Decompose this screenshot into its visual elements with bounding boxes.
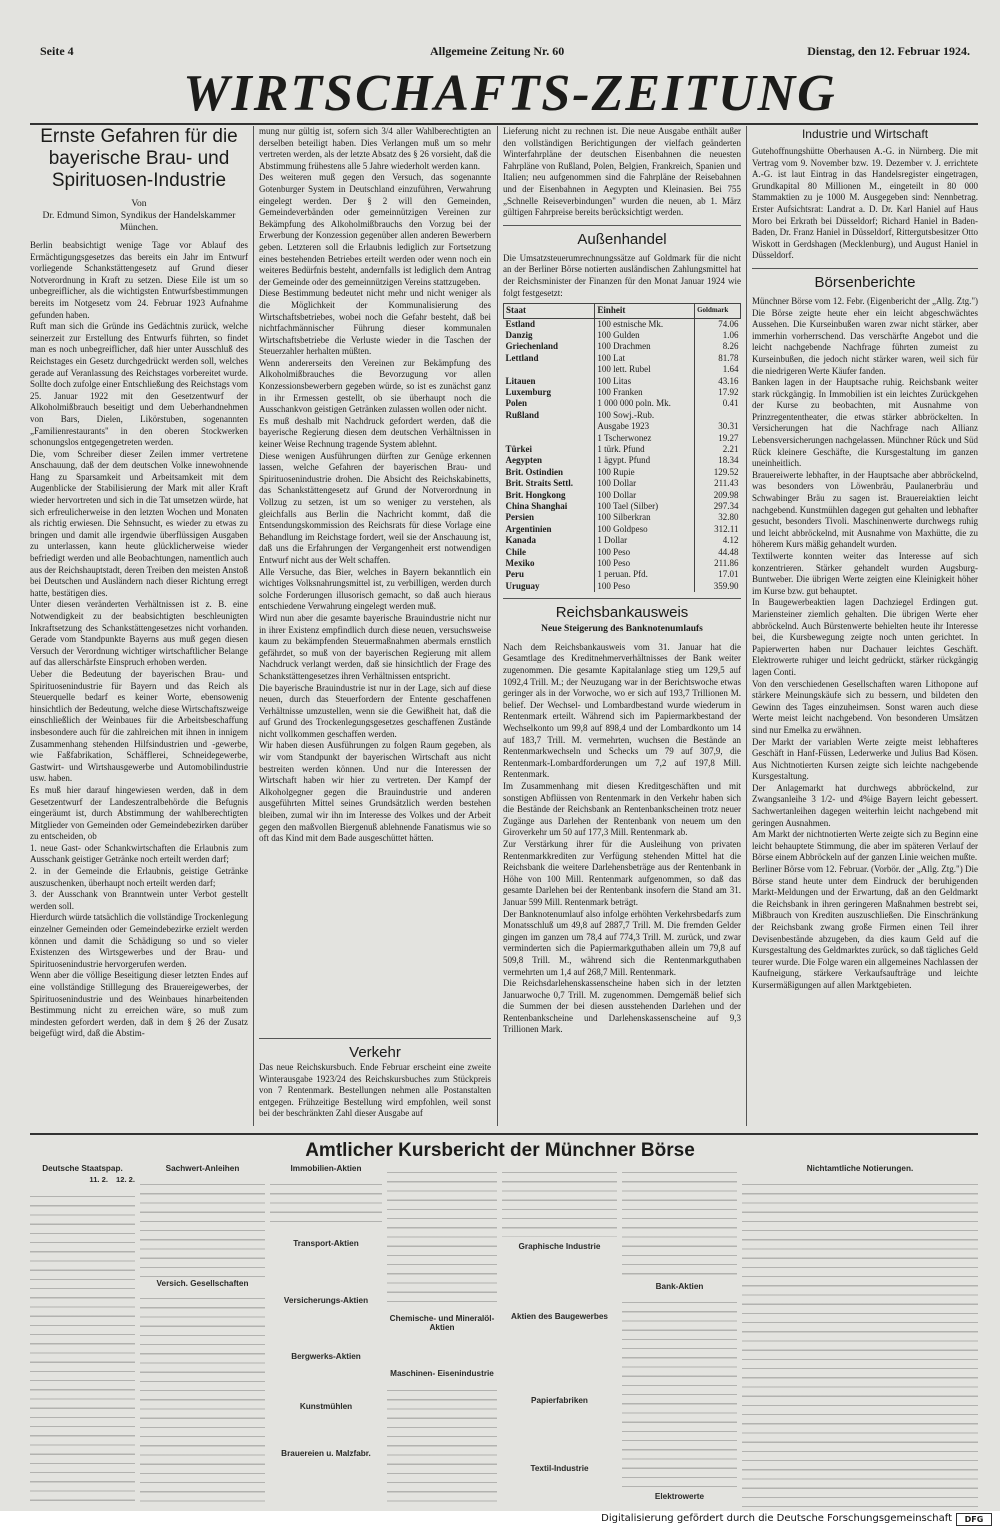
- rates-row: [504, 558, 741, 569]
- rates-cell-goldmark: 211.43: [695, 478, 741, 489]
- kurs-col5-head2: Aktien des Baugewerbes: [511, 1312, 608, 1321]
- boersen-body: Münchner Börse vom 12. Febr. (Eigenbericht der „Allg. Ztg.") Die Börse zeigte heute eher ein leicht abgeschwächtes Aussehen. Die Kurseinbußen waren zwar nicht stärker, aber immerhin vorherrschend. Das verschärfte Angebot und die leicht nachgebende Nachfrage führten zumeist zu Kurseinbußen, die jedoch nicht stärker waren, weil sich für die niedrigeren Werte Käufer fanden. Banken lagen in der Hauptsache ruhig. Reichsbank weiter stark rückgängig. In Immobilien ist ein leichtes Zurückgehen der Kurse zu beobachten, mit Ausnahme von Prinzregententheater, die etwas stärker abbröckelten. In Versicherungen hat die Nachfrage nach Allianz Lebensversicherungen nachgelassen. Münchner Rück und Süd Rück kleinere Geschäfte, die Kursgestaltung im ganzen uneinheitlich. Brauereiwerte lebhafter, in der Hauptsache aber abbröckelnd, was besonders von Löwenbräu, Paulanerbräu und Schwabinger Bräu zu sagen ist. Brauereiaktien leicht nachgebend. Kunstmühlen dagegen gut gehalten und lebhafter gesucht, besonders Tivoli. Maschinenwerte durchwegs ruhig und leicht abbröckelnd, mit Ausnahme von Maxhütte, die zu höherem Kurs mäßig gehandelt wurden. Textilwerte konnten weiter das Interesse auf sich konzentrieren. Stärker gehandelt wurden Augsburg-Buntweber. Die übrigen Werte zeigten eine Kleinigkeit höher im Kurse bzw. gut behauptet. In Baugewerbeaktien lagen Dachziegel Erdingen gut. Mariensteiner ziemlich gehalten. Die übrigen Werte eher abbröckelnd. Auch Bürstenwerte behielten heute ihr Interesse bei, die Kursbewegung zeigte noch unten gerichtet. In Papierwerten haben nur Dachauer leichtes Geschäft. Elektrowerte ruhiger und leicht gedrückt, stärker rückgängig lagen Conti. Von den verschiedenen Gesellschaften waren Lithopone auf stärkere Meinungskäufe sich zu bessern, und bildeten den Gewinn des Tages einzuheimsen. Sonst waren auch diese Werte meist leicht nachgebend. Von besonderen Umsätzen sind nur Emelka zu erwähnen. Der Markt der variablen Werte zeigte meist lebhafteres Geschäft in Hanf-Füssen, Lederwerke und Julius Bad Kösen. Aus Nichtnotierten Kursen zeigte sich leichte nachgebende Kursgestaltung. Der Anlagemarkt hat durchwegs abbröckelnd, zur Zwangsanleihe 3 1/2- und 4%ige Bayern leicht gebessert. Sachwertanleihen dagegen weiterhin leicht nachgebend mit geringen Ausnahmen. Am Markt der nichtnotierten Werte zeigte sich zu Beginn eine leicht behauptete Stimmung, die aber im späteren Verlauf der Börse einem Abbröckeln auf der ganzen Linie weichen mußte. Berliner Börse vom 12. Februar. (Vorbör. der „Allg. Ztg.") Die Börse stand heute unter dem Eindruck der beruhigenden Markt-Meldungen und der Erwartung, daß an den Geldmarkt die Reichsbank in ihren geringeren Maßnahmen bestrebt sei, Mißbrauch von Krediten auszuschließen. Die Einschränkung der Reichsbank zwang große Firmen einen Teil ihrer Devisenbestände abzugeben, da dies kaum Geld auf die Kursgestaltung des Geldmarktes zurück, so daß tägliches Geld teurer wurde. Die Folge waren ein allgemeines Nachlassen der Kaufneigung, stärkere Verkaufsaufträge und leichte Kursermäßigungen auf allen Marktgebieten.: [752, 295, 978, 990]
- rates-cell-einheit: 100 Franken: [595, 387, 695, 398]
- rates-cell-goldmark: 74.06: [695, 318, 741, 330]
- rates-row: [504, 433, 741, 444]
- rates-cell-einheit: 100 Lat: [595, 353, 695, 364]
- rates-cell-einheit: 100 Tael (Silber): [595, 501, 695, 512]
- kurs-col5-head3: Papierfabriken: [531, 1396, 588, 1405]
- reichsbank-body: Nach dem Reichsbankausweis vom 31. Januar hat die Gesamtlage des Kreditnehmerverhältnisses der Bank weiter zugenommen. Die gesamte Kapitalanlage stieg um 129,5 auf 1092,4 Trill. M.; der Neuzugang war in der Berichtswoche etwas geringer als in der Vorwoche, wo er sich auf 193,7 Trillionen M. belief. Der Wechsel- und Lombardbestand wurde wiederum in Rentenmark erteilt. Während sich im Papiermarkbestand der Wechselkonto um 99,8 auf 898,4 und der Lombardkonto um 14 auf 183,7 Trill. M. vermehrten, wuchsen die Bestände an Rentenmarkwechseln und Schecks um 79 auf 307,9, die Rentenmark-Lombardforderungen um 7,2 auf 197,8 Mill. Rentenmark. Im Zusammenhang mit diesen Kreditgeschäften und mit sonstigen Abflüssen von Rentenmark in den Verkehr haben sich die Bestände der Reichsbank an Rentenbankscheinen trotz neuer Zugänge aus Darlehen der Rentenbank von neuem um den Giroverkehr um 50 auf 177,3 Mill. Rentenmark ab. Zur Verstärkung ihrer für die Ausleihung von privaten Rentenmarkkrediten zur Verfügung stehenden Mittel hat die Reichsbank die weitere Darlehensbeträge aus der Rentenbank in Höhe von 100 Mill. Rentenmark aufgenommen, so daß das gesamte Darlehen bei der Rentenbank insofern die Stand am 31. Januar 599 Mill. Rentenmark beträgt. Der Banknotenumlauf also infolge erhöhten Verkehrsbedarfs zum Monatsschluß um 49,8 auf 2887,7 Trill. M. Die fremden Gelder gingen im ganzen um 78,4 auf 774,3 Trill. M. zurück, und zwar verminderten sich die Papiermarkguthaben allein um 79,8 auf 509,8 Trill. M., während sich die Rentenmarkguthaben vermehrten um 1,4 auf 268,7 Mill. Rentenmark. Die Reichsdarlehenskassenscheine haben sich in der letzten Januarwoche 0,7 Trill. M. zugenommen. Demgemäß belief sich die Summen der bei diesen ausstehenden Darlehen und der Rentenbankscheine und Darlehenskassenscheine auf 9,3 Trillionen Mark.: [503, 641, 741, 1035]
- kurs-col-sachwert: [140, 1162, 265, 1507]
- kurs-col3-head5: Kunstmühlen: [299, 1402, 353, 1411]
- rates-cell-goldmark: 1.64: [695, 364, 741, 375]
- column-rule: [746, 126, 747, 1126]
- kurs-col3-head6: Brauereien u. Malzfabr.: [281, 1449, 371, 1458]
- rates-cell-goldmark: 17.92: [695, 387, 741, 398]
- rates-cell-goldmark: 211.86: [695, 558, 741, 569]
- footer-credit: Digitalisierung gefördert durch die Deutsche Forschungsgemeinschaft: [0, 1511, 1000, 1527]
- rates-header-staat: Staat: [504, 304, 595, 318]
- rates-header-einheit: Einheit: [595, 304, 695, 318]
- kurs-col2-head2: Versich. Gesellschaften: [156, 1279, 249, 1288]
- rates-row: [504, 455, 741, 466]
- column-rule: [253, 126, 254, 1126]
- article-main-byline: [30, 198, 248, 234]
- kurs-date-1: 11. 2.: [89, 1175, 108, 1185]
- kurs-col-bank: [622, 1162, 737, 1507]
- article-col2-body: mung nur gültig ist, sofern sich 3/4 aller Wahlberechtigten an derselben beteiligt haben. Dies Verlangen muß um so mehr vertreten werden, als der letzte Absatz des § 26 vorsieht, daß die Abstimmung frühestens alle 5 Jahre wiederholt werden kann. Des weiteren muß gegen den Versuch, das sogenannte Gotenburger System in Deutschland einzuführen, Verwahrung eingelegt werden. Der § 2 will den Gemeinden, Gemeindeverbänden oder gemeinnützigen Vereinen zur Bekämpfung des Alkoholmißbrauchs den Vorzug bei der Erwerbung der Konzession gegenüber allen anderen Bewerbern geben. Letzteren soll die Erlaubnis lediglich zur Fortsetzung eines bestehenden Betriebes erteilt werden oder wenn noch ein weiteres Bedürfnis besteht, andernfalls ist lediglich dem Antrag der Gemeinde oder des gemeinnützigen Vereins stattzugeben. Diese Bestimmung bedeutet nicht mehr und nicht weniger als die Möglichkeit der Kommunalisierung des Wirtschaftsbetriebes, wobei noch die Gefahr besteht, daß bei nichtfachmännischer Führung dieser kommunalen Wirtschaftsbetriebe die Verluste wieder in die Taschen der Steuerzahler herhalten müßten. Wenn andererseits den Vereinen zur Bekämpfung des Alkoholmißbrauches die Bevorzugung vor allen Konzessionsbewerbern gegeben würde, so ist es zunächst ganz in ihr Ermessen gestellt, ob sie überhaupt noch die Ausschankvon geistigen Getränken zulassen wollen oder nicht. Es muß deshalb mit Nachdruck gefordert werden, daß die bayerische Regierung diesen dem deutschen Verhältnissen in keiner Weise Rechnung tragende System ablehnt. Diese wenigen Ausführungen dürften zur Genüge erkennen lassen, welche Gefahren der bayerischen Brau- und Spirituosenindustrie drohen. Die Absicht des Reichskabinetts, das Schankstättengesetz auf Grund der Notverordnung in Vollzug zu setzen, ist um so weniger zu verstehen, als gleichfalls aus Berlin die Nachricht kommt, daß die Entsendungskommission des Reichsrats für diese Vorlage eine Behandlung im Reichstage fordert, weil sie der Anschauung ist, daß uns die Erfahrungen der Vergangenheit erst notwendigen Entwurf nicht aus der Welt schaffen. Alle Versuche, das Bier, welches in Bayern bekanntlich ein wichtiges Volksnahrungsmittel ist, zu verbilligen, werden durch solche Forderungen illusorisch gemacht, so daß auch hieraus entschiedene Verwahrung eingelegt werden muß. Wird nun aber die gesamte bayerische Brauindustrie nicht nur in ihrer Existenz empfindlich durch diese neuen, versuchsweise kaum zu bekämpfenden Steuermaßnahmen abermals ernstlich gefährdet, so muß von der bayerischen Regierung mit allem Nachdruck verlangt werden, daß sie hinsichtlich der Frage des Schankstättengesetzes ihren Verhältnissen entspricht. Die bayerische Brauindustrie ist nur in der Lage, sich auf diese neuen, durch das Steuerfordern der Entente geschaffenen Verhältnisse umzustellen, wenn sie die Gewißheit hat, daß die auf Grund des Trockenlegungsgesetzes geschaffenen Zustände nicht vollkommen geschaffen werden. Wir haben diesen Ausführungen zu folgen Raum gegeben, als wir vom Standpunkt der bayerischen Wirtschaft aus nicht bestreiten werden können. Und nur die Interessen der Wirtschaft haben wir hier zu vertreten. Der Kampf der Alkoholgegner gegen die Brauindustrie und anderen ausgeführten Mittel seines Grundsätzlich werden bestehen bleiben, zumal wir ihn im Interesse des Volkes und der Arbeit gegen den maßvollen Biergenuß ablehnende Fanatismus wie so oft das Kind mit dem Bade ausgeschüttet hätten.: [259, 126, 491, 844]
- rates-row: [504, 569, 741, 580]
- rates-cell-goldmark: 312.11: [695, 524, 741, 535]
- rates-cell-staat: Litauen: [505, 375, 536, 386]
- rates-row: [504, 490, 741, 501]
- article-main: [30, 126, 248, 1126]
- kurs-col5-head1: Graphische Industrie: [518, 1242, 601, 1251]
- rates-cell-einheit: 1 000 000 poln. Mk.: [595, 398, 695, 409]
- rates-cell-einheit: 100 Goldpeso: [595, 524, 695, 535]
- kurs-col6-head2: Elektrowerte: [654, 1492, 705, 1501]
- rates-cell-einheit: 100 Drachmen: [595, 341, 695, 352]
- rates-cell-staat: Rußland: [505, 409, 540, 420]
- rates-row: [504, 410, 741, 421]
- rates-cell-staat: Türkei: [505, 444, 533, 454]
- rates-cell-staat: Argentinien: [505, 523, 552, 534]
- rates-row: [504, 330, 741, 341]
- rates-cell-staat: [504, 364, 595, 375]
- rates-cell-einheit: 100 Litas: [595, 376, 695, 387]
- rates-row: [504, 353, 741, 364]
- rates-cell-einheit: 100 Gulden: [595, 330, 695, 341]
- rates-cell-einheit: 100 estnische Mk.: [595, 318, 695, 330]
- rates-row: [504, 581, 741, 592]
- rates-cell-staat: Uruguay: [505, 580, 540, 591]
- rates-row: [504, 467, 741, 478]
- rates-cell-einheit: 100 Peso: [595, 558, 695, 569]
- rates-row: [504, 341, 741, 352]
- aussenhandel-intro: Die Umsatzsteuerumrechnungssätze auf Goldmark für die nicht an der Berliner Börse notierten ausländischen Zahlungsmittel hat der Reichsminister der Finanzen für den Monat Januar 1924 wie folgt festgesetzt:: [503, 252, 744, 298]
- rates-cell-einheit: 100 Sowj.-Rub.: [595, 410, 695, 421]
- rates-cell-einheit: 100 Dollar: [595, 478, 695, 489]
- col3-body-top: Lieferung nicht zu rechnen ist. Die neue Ausgabe enthält außer den vollständigen Berichtigungen der vielfach geänderten Winterfahrpläne der deutschen Eisenbahnen die neuesten Fahrpläne von Rußland, Polen, Belgien, Frankreich, Spanien und Italien; neu aufgenommen sind die Fahrpläne der Reisebahnen und der Eisenbahnen in Aegypten und Kleinasien. Bei 755 „Schnelle Reiseverbindungen" wurden die neuen, ab 1. März gültigen Fahrpreise bereits berücksichtigt werden.: [503, 126, 744, 218]
- rates-cell-einheit: 100 lett. Rubel: [595, 364, 695, 375]
- rates-cell-staat: Griechenland: [505, 341, 559, 352]
- rates-cell-goldmark: 2.21: [695, 444, 741, 455]
- masthead: WIRTSCHAFTS-ZEITUNG: [183, 65, 837, 122]
- rates-cell-goldmark: 0.41: [695, 398, 741, 409]
- dfg-logo: DFG: [956, 1513, 992, 1526]
- kursbericht-rule: [30, 1133, 978, 1135]
- rates-row: [504, 501, 741, 512]
- byline-author: Dr. Edmund Simon, Syndikus der Handelskammer München.: [42, 211, 236, 233]
- rates-cell-einheit: 1 peruan. Pfd.: [595, 569, 695, 580]
- rates-row: [504, 478, 741, 489]
- aussenhandel-title: Außenhandel: [577, 230, 667, 248]
- masthead-rule: [30, 123, 978, 125]
- rates-cell-staat: China Shanghai: [505, 501, 568, 512]
- kursbericht-title: Amtlicher Kursbericht der Münchner Börse: [305, 1140, 695, 1161]
- rates-cell-goldmark: [695, 410, 741, 421]
- rates-cell-einheit: 1 Dollar: [595, 535, 695, 546]
- page-number: Seite 4: [40, 44, 74, 58]
- rates-cell-staat: Aegypten: [505, 455, 542, 466]
- byline-von: Von: [131, 199, 147, 209]
- rates-cell-staat: Kanada: [505, 535, 537, 546]
- kurs-col3-head2: Transport-Aktien: [293, 1239, 359, 1248]
- rates-header-goldmark: Goldmark: [695, 304, 741, 318]
- rates-cell-goldmark: 17.01: [695, 569, 741, 580]
- rates-cell-goldmark: 19.27: [695, 433, 741, 444]
- kurs-col4-head1: Chemische- und Mineralöl-Aktien: [389, 1314, 495, 1333]
- rates-cell-einheit: 1 türk. Pfund: [595, 444, 695, 455]
- rates-cell-einheit: 100 Peso: [595, 547, 695, 558]
- kurs-col4-head2: Maschinen- Eisenindustrie: [390, 1369, 494, 1378]
- kurs-col-graphische: [502, 1162, 617, 1507]
- rates-cell-goldmark: 43.16: [695, 376, 741, 387]
- article-col4: [752, 126, 981, 1126]
- rates-row: [504, 364, 741, 375]
- kurs-col-staatspapiere: [30, 1162, 135, 1507]
- rates-cell-goldmark: 4.12: [695, 535, 741, 546]
- rates-cell-einheit: Ausgabe 1923: [595, 421, 695, 432]
- rates-cell-goldmark: 129.52: [695, 467, 741, 478]
- rates-cell-staat: [504, 421, 595, 432]
- rates-row: [504, 547, 741, 558]
- rates-cell-einheit: 1 ägypt. Pfund: [595, 455, 695, 466]
- rates-cell-goldmark: 359.90: [695, 581, 741, 592]
- rates-cell-goldmark: 8.26: [695, 341, 741, 352]
- rates-cell-staat: Mexiko: [505, 558, 535, 569]
- page-header: [40, 44, 970, 62]
- rates-cell-goldmark: 81.78: [695, 353, 741, 364]
- rates-cell-goldmark: 209.98: [695, 490, 741, 501]
- rates-cell-staat: Luxemburg: [505, 386, 552, 397]
- rates-row: [504, 535, 741, 546]
- rates-cell-goldmark: 18.34: [695, 455, 741, 466]
- rates-row: [504, 444, 741, 455]
- rates-cell-staat: Lettland: [505, 352, 539, 363]
- article-col3: [503, 126, 744, 1126]
- kurs-col3-head4: Bergwerks-Aktien: [291, 1352, 361, 1361]
- rates-cell-staat: Brit. Ostindien: [505, 466, 564, 477]
- rates-row: [504, 318, 741, 330]
- rates-cell-einheit: 1 Tscherwonez: [595, 433, 695, 444]
- kurs-col7-head: Nichtamtliche Notierungen.: [806, 1164, 914, 1173]
- rates-row: [504, 376, 741, 387]
- paper-title: Allgemeine Zeitung Nr. 60: [430, 44, 565, 58]
- reichsbank-title: Reichsbankausweis: [555, 604, 689, 622]
- issue-date: Dienstag, den 12. Februar 1924.: [807, 44, 970, 58]
- rates-cell-goldmark: 32.80: [695, 512, 741, 523]
- rates-cell-goldmark: 297.34: [695, 501, 741, 512]
- kurs-col3-head3: Versicherungs-Aktien: [283, 1296, 369, 1305]
- verkehr-title: Verkehr: [349, 1044, 401, 1061]
- rates-cell-staat: Peru: [505, 569, 524, 580]
- kurs-col6-head1: Bank-Aktien: [655, 1282, 704, 1291]
- article-main-title: Ernste Gefahren für die bayerische Brau- und Spirituosen-Industrie: [40, 126, 238, 191]
- rates-cell-staat: [504, 433, 595, 444]
- reichsbank-subtitle: Neue Steigerung des Banknotenumlaufs: [541, 624, 703, 635]
- rates-cell-staat: Estland: [505, 318, 536, 329]
- rates-cell-goldmark: 30.31: [695, 421, 741, 432]
- rates-cell-einheit: 100 Dollar: [595, 490, 695, 501]
- rates-cell-goldmark: 44.48: [695, 547, 741, 558]
- rates-cell-staat: Danzig: [505, 329, 533, 340]
- kurs-col-nichtamtlich: [742, 1162, 978, 1507]
- rates-row: [504, 524, 741, 535]
- rates-cell-einheit: 100 Silberkran: [595, 512, 695, 523]
- rates-cell-staat: Brit. Hongkong: [505, 489, 566, 500]
- rates-cell-einheit: 100 Rupie: [595, 467, 695, 478]
- rates-cell-staat: Persien: [505, 512, 534, 523]
- rates-cell-goldmark: 1.06: [695, 330, 741, 341]
- rates-row: [504, 512, 741, 523]
- rates-cell-staat: Brit. Straits Settl.: [505, 478, 573, 489]
- verkehr-body: Das neue Reichskursbuch. Ende Februar erscheint eine zweite Winterausgabe 1923/24 des Reichskursbuches zum Stückpreis von 7 Rentenmark. Bestellungen nehmen alle Postanstalten entgegen. Frühzeitige Bestellung wird empfohlen, weil sonst bei der beschränkten Zahl dieser Ausgabe auf: [259, 1062, 494, 1119]
- kurs-col-immobilien: [270, 1162, 382, 1507]
- kurs-col-chemie: [387, 1162, 497, 1507]
- kurs-col2-head1: Sachwert-Anleihen: [165, 1164, 240, 1173]
- rates-cell-staat: Polen: [505, 398, 527, 409]
- rates-row: [504, 398, 741, 409]
- kurs-col1-head: Deutsche Staatspap.: [42, 1164, 123, 1173]
- rates-row: [504, 421, 741, 432]
- rates-cell-staat: Chile: [505, 546, 527, 557]
- column-rule: [497, 126, 498, 1126]
- kurs-col3-head1: Immobilien-Aktien: [290, 1164, 362, 1173]
- boersen-title: Börsenberichte: [814, 273, 916, 291]
- rates-table: [503, 303, 741, 592]
- industrie-title: Industrie und Wirtschaft: [801, 127, 929, 141]
- kurs-date-2: 12. 2.: [116, 1175, 135, 1185]
- article-col2: [259, 126, 494, 1126]
- rates-row: [504, 387, 741, 398]
- article-main-body: Berlin beabsichtigt wenige Tage vor Ablauf des Ermächtigungsgesetzes das bereits ein Jahr im Entwurf vorliegende Schankstättengesetz auf Grund dieser Notverordnung in Kraft zu setzen. Diese Eile ist um so unbegreiflicher, als die wichtigsten Entwurfsbestimmungen bereits im Notgesetz vom 24. Februar 1923 Aufnahme gefunden haben. Ruft man sich die Gründe ins Gedächtnis zurück, welche seinerzeit zur Erstellung des Entwurfs führten, so findet man es noch unbegreiflicher, daß hier unter Ausschluß des Reichstages ein Gesetz durchgedrückt werden soll, welches gerade auf Veranlassung des Reichstages vorbereitet wurde. Sollte doch zufolge einer Entschließung des Reichstags vom 25. Januar 1922 mit den Gesetzentwurf der Alkoholmißbrauch beseitigt und dem Ueberhandnehmen von Bars, Dielen, Likörstuben, sogenannten „Familienrestaurants" in den oberen Stockwerken schonungslos entgegengetreten werden. Die, vom Schreiber dieser Zeilen immer vertretene Anschauung, daß der dem deutschen Volke innewohnende Hang zu Sparsamkeit und Arbeitsamkeit mit dem Augenblicke der Stabilisierung der Mark mit aller Kraft wieder hervortreten und sich in die Tat umsetzen würde, hat sich erfreulicherweise in den letzten Wochen und Monaten als richtig erwiesen. Die Sehnsucht, es wieder zu etwas zu bringen und damit alle irgendwie überflüssigen Ausgaben zu unterlassen, kann heute glücklicherweise wieder befriedigt werden und alle Beobachtungen, namentlich auch aus der Reichshauptstadt, deren Treiben den meisten Anstoß bei Deutschen und Ausländern nach dieser Richtung erregt hatte, bestätigen dies. Unter diesen veränderten Verhältnissen ist z. B. eine Notwendigkeit zu der beabsichtigten beschleunigten Inkraftsetzung des Schankstättengesetzes nicht vorhanden. Gerade vom Standpunkte Bayerns aus muß gegen diesen Versuch der Verordnung wichtiger wirtschaftlicher Belange auf das allerschärfste Einspruch erhoben werden. Ueber die Bedeutung der bayerischen Brau- und Spirituosenindustrie für Bayern und das Reich als Steuerquelle bedarf es keiner Worte, ebensowenig hinsichtlich der Bedeutung, welche diese Wirtschaftszweige einschließlich der Weinbaues für die Arbeitsbeschaffung insbesondere auch für die zahlreichen mit ihnen in innigem Zusammenhang stehenden Hilfsindustrien und -gewerbe, wie Faßfabrikation, Schäfflerei, Schneidegewerbe, Gastwirt- und Wirtshausgewerbe und Automobilindustrie usw. haben. Es muß hier darauf hingewiesen werden, daß in dem Gesetzentwurf der Landeszentralbehörde die Befugnis eingeräumt ist, durch Abstimmung der wahlberechtigten Mitglieder von Gemeinden oder Gemeindebezirken darüber zu entscheiden, ob 1. neue Gast- oder Schankwirtschaften die Erlaubnis zum Ausschank geistiger Getränke noch erteilt werden darf; 2. in der Gemeinde die Erlaubnis, geistige Getränke auszuschenken, überhaupt noch erteilt werden darf; 3. der Ausschank von Branntwein unter Verbot gestellt werden soll. Hierdurch würde tatsächlich die vollständige Trockenlegung einzelner Gemeinden oder Gemeindebezirke erzielt werden können und damit die Schädigung so und so vieler Existenzen des Wirtsgewerbes und der Brau- und Spirituosenindustrie hervorgerufen werden. Wenn aber die völlige Beseitigung dieser letzten Endes auf eine vollständige Stilllegung des Brauereigewerbes, der Spirituosenindustrie und des Weinbaues hinarbeitenden Bestimmung nicht zu erreichen wäre, so muß zum mindesten gefordert werden, daß in dem § 26 der Zusatz beigefügt wird, daß die Abstim-: [30, 240, 248, 1039]
- kurs-col5-head4: Textil-Industrie: [530, 1464, 589, 1473]
- rates-cell-einheit: 100 Peso: [595, 581, 695, 592]
- industrie-body: Gutehoffnungshütte Oberhausen A.-G. in Nürnberg. Die mit Vertrag vom 9. November bzw. 19. Dezember v. J. errichtete A.-G. ist laut Eintrag in das Handelsregister eingetragen, Grundkapital 80 Millionen M., eingeteilt in 80 000 Stammaktien zu je 1000 M. Ausgegeben sind: Nennbetrag. Erster Aufsichtsrat: Landrat a. D. Dr. Karl Haniel auf Haus Moro bei Erkrath bei Düsseldorf; Richard Haniel in Baden-Baden, Dr. Franz Haniel in Düsseldorf, Rittergutsbesitzer Otto Wiskott in Gerdshagen (Mecklenburg), und August Haniel in Düsseldorf.: [752, 146, 981, 261]
